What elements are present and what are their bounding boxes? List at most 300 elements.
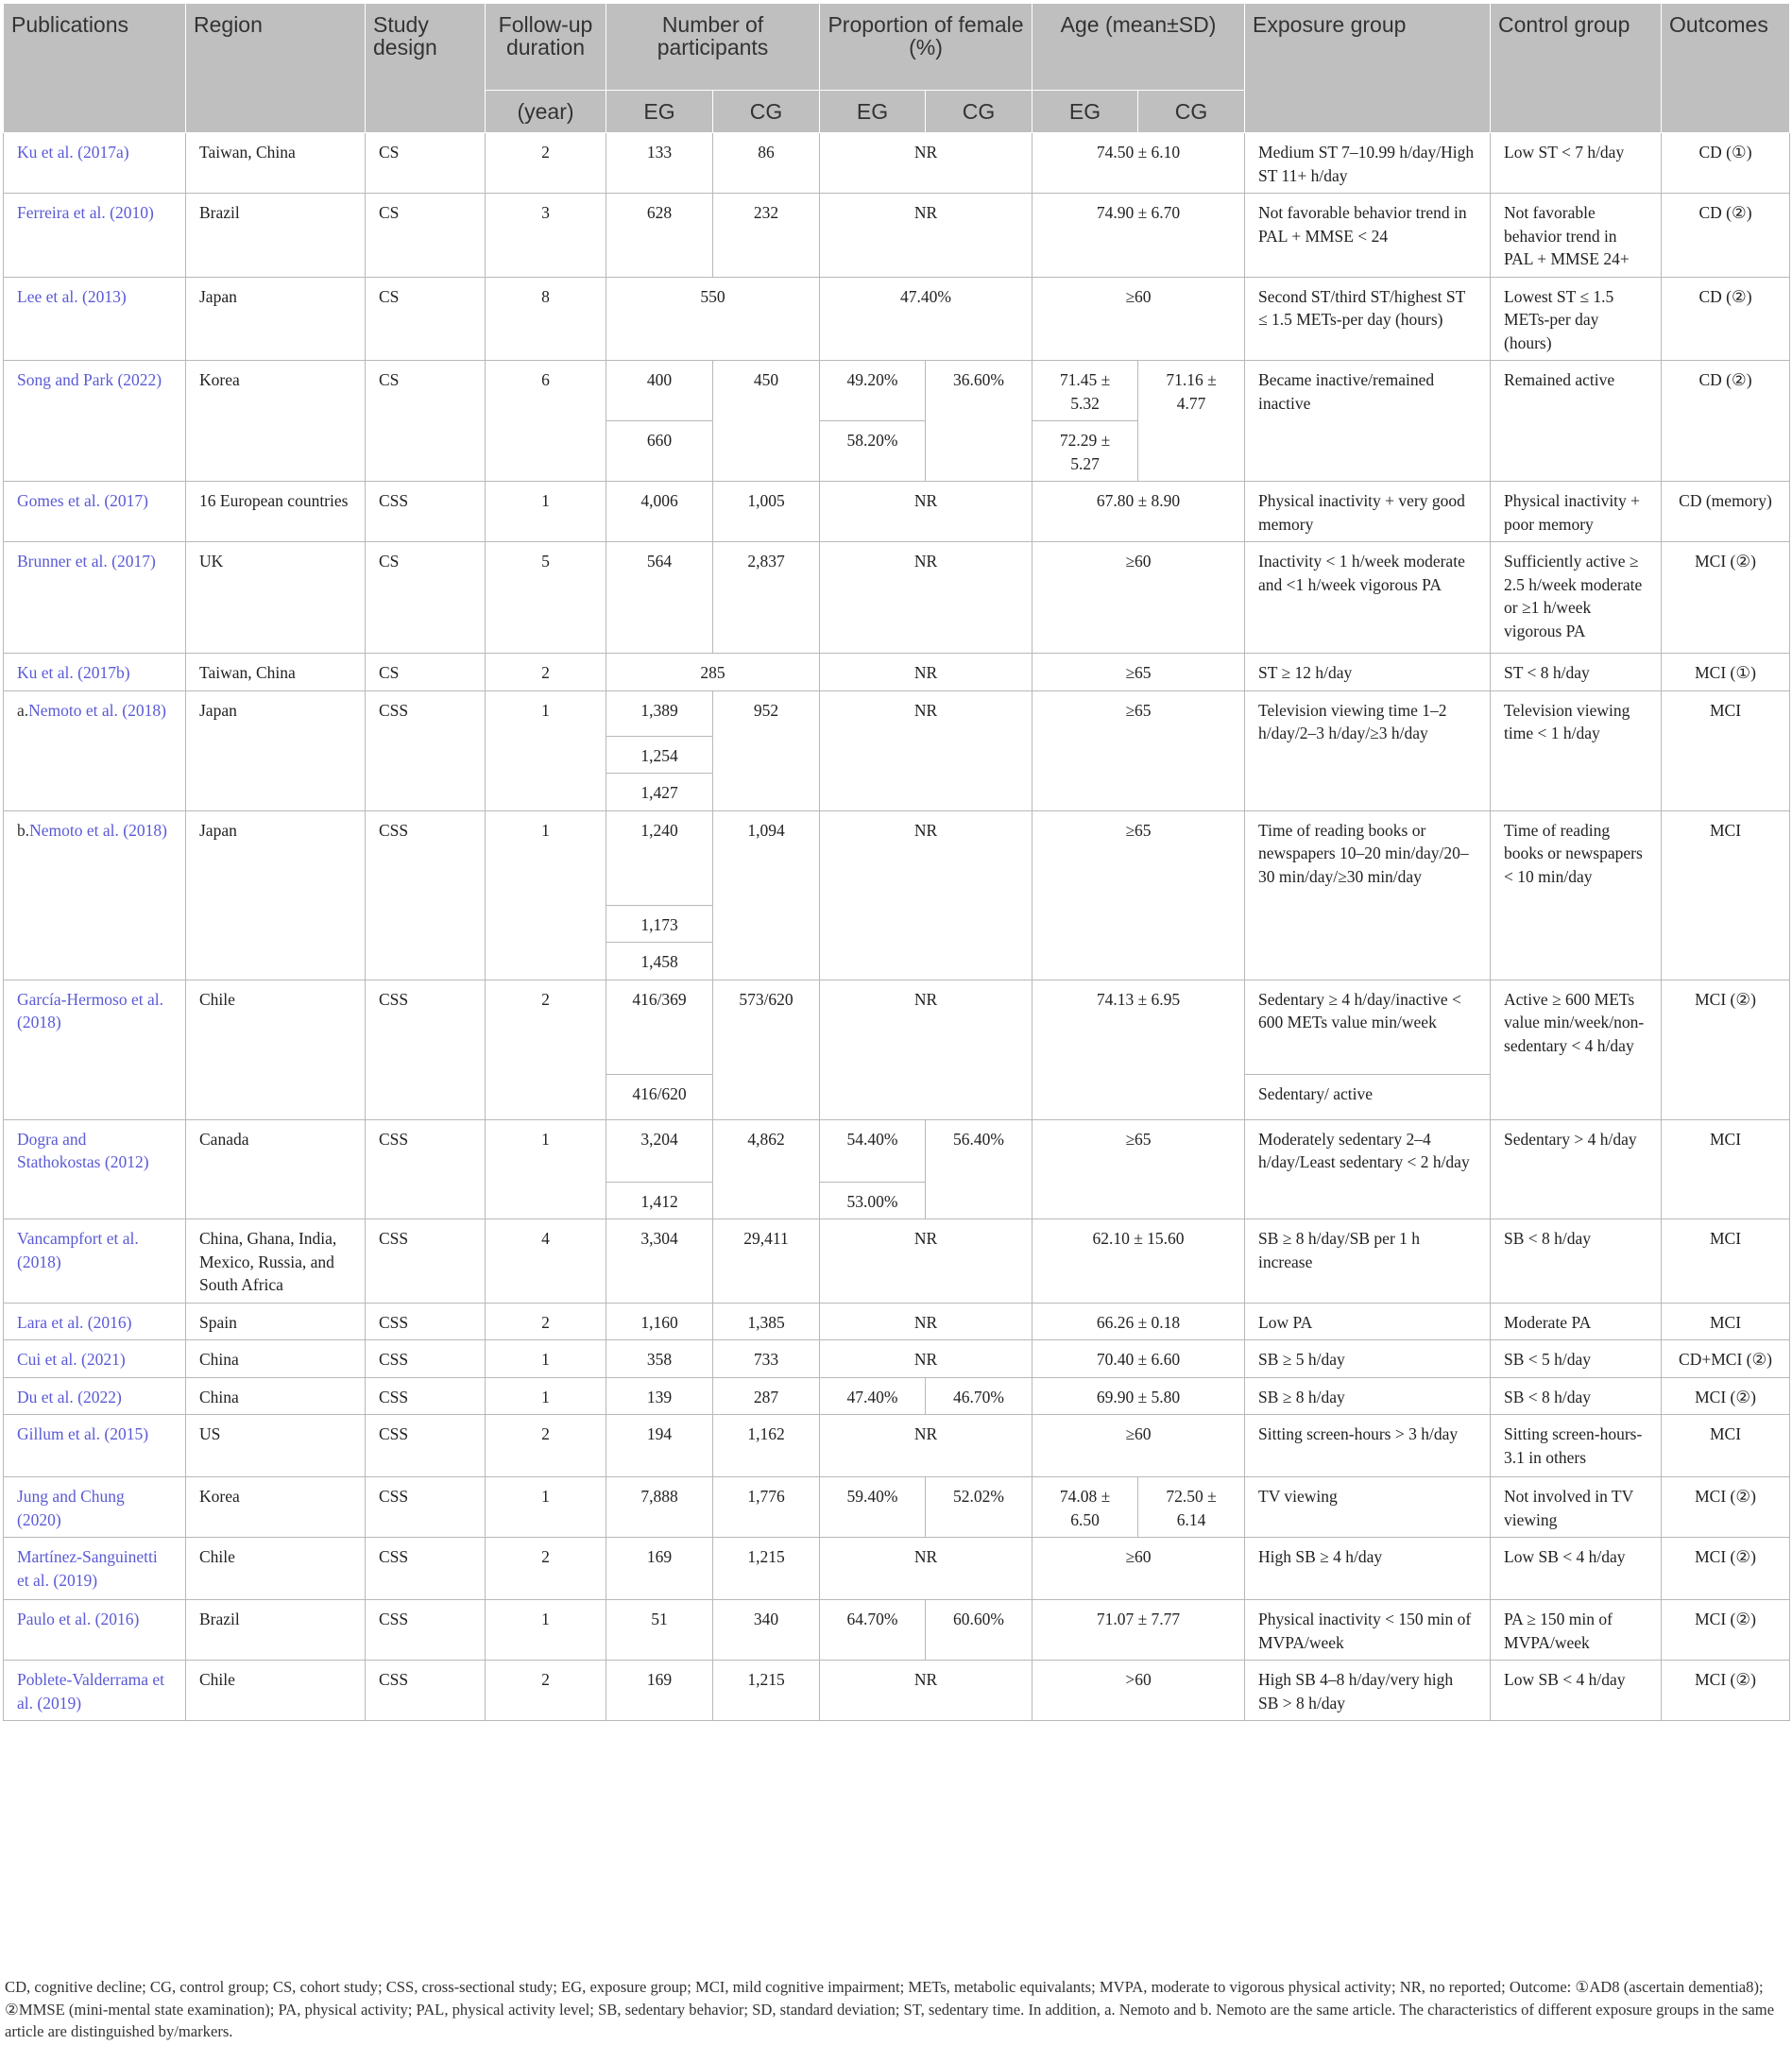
study-design-cell: CSS — [366, 1303, 486, 1340]
female-combined-cell: NR — [820, 1538, 1033, 1600]
header-study-design: Study design — [366, 4, 486, 133]
study-design-cell: CSS — [366, 1661, 486, 1721]
publication-author: Nemoto et al. ( — [28, 700, 128, 720]
participants-cg-cell: 1,215 — [713, 1661, 820, 1721]
female-eg-cell: 53.00% — [820, 1182, 926, 1219]
participants-eg-cell: 628 — [606, 194, 713, 278]
outcome-cell: CD (②) — [1662, 277, 1790, 361]
publication-cell — [4, 690, 186, 810]
female-cg-cell: 56.40% — [926, 1119, 1033, 1219]
exposure-cell: Medium ST 7–10.99 h/day/High ST 11+ h/day — [1245, 133, 1491, 194]
publication-year-link[interactable]: 2018 — [22, 1252, 56, 1271]
publication-close-paren: ) — [92, 1570, 98, 1590]
publication-close-paren: ) — [133, 1610, 140, 1628]
region-cell: Brazil — [186, 194, 366, 278]
age-eg-cell: 74.08 ± 6.50 — [1033, 1477, 1138, 1538]
publication-cell — [4, 1303, 186, 1340]
female-eg-cell: 64.70% — [820, 1600, 926, 1661]
participants-eg-cell: 4,006 — [606, 482, 713, 542]
header-age-cg: CG — [1138, 91, 1245, 133]
publication-cell — [4, 1661, 186, 1721]
follow-up-cell: 1 — [486, 482, 606, 542]
age-combined-cell: 74.50 ± 6.10 — [1033, 133, 1245, 194]
female-combined-cell: NR — [820, 1303, 1033, 1340]
control-cell: SB < 8 h/day — [1491, 1219, 1662, 1304]
publication-close-paren: ) — [161, 700, 166, 720]
region-cell: US — [186, 1415, 366, 1477]
table-row — [4, 194, 1790, 278]
header-exposure: Exposure group — [1245, 4, 1491, 133]
participants-cg-cell: 287 — [713, 1377, 820, 1415]
table-footnote: CD, cognitive decline; CG, control group; CS, cohort study; CSS, cross-sectional study; EG, exposure group; MCI, mild cognitive impairment; METs, metabolic equivalants; MVPA, moderate to vigorous physical activity; NR, no reported; Outcome: ①AD8 (ascertain dementia8); ②MMSE (mini-mental state examination); PA, physical activity; PAL, physical activity level; SB, sedentary behavior; SD, standard deviation; ST, sedentary time. In addition, a. Nemoto and b. Nemoto are the same article. The characteristics of different exposure groups in the same article are distinguished by/markers. — [5, 1978, 1775, 2041]
participants-cg-cell: 340 — [713, 1600, 820, 1661]
study-design-cell: CSS — [366, 1340, 486, 1378]
publication-close-paren: ) — [143, 1424, 149, 1443]
outcome-cell: CD (①) — [1662, 133, 1790, 194]
publication-author: García-Hermoso et al. ( — [17, 989, 163, 1031]
participants-eg-cell: 564 — [606, 542, 713, 654]
publication-cell — [4, 482, 186, 542]
participants-cg-cell: 232 — [713, 194, 820, 278]
participants-eg-cell: 1,427 — [606, 774, 713, 811]
female-combined-cell: NR — [820, 542, 1033, 654]
table-row — [4, 654, 1790, 691]
control-cell: Television viewing time < 1 h/day — [1491, 690, 1662, 810]
age-eg-cell: 71.45 ± 5.32 — [1033, 361, 1138, 421]
study-design-cell: CS — [366, 277, 486, 361]
publication-year-link[interactable]: 2018 — [128, 820, 162, 840]
female-combined-cell: NR — [820, 1219, 1033, 1304]
female-eg-cell: 58.20% — [820, 421, 926, 482]
control-cell: Low ST < 7 h/day — [1491, 133, 1662, 194]
exposure-cell: High SB ≥ 4 h/day — [1245, 1538, 1491, 1600]
follow-up-cell: 3 — [486, 194, 606, 278]
exposure-cell: SB ≥ 5 h/day — [1245, 1340, 1491, 1378]
region-cell: Japan — [186, 277, 366, 361]
female-cg-cell: 46.70% — [926, 1377, 1033, 1415]
study-design-cell: CS — [366, 361, 486, 482]
exposure-cell: SB ≥ 8 h/day — [1245, 1377, 1491, 1415]
table-body — [4, 133, 1790, 1721]
publication-year-link[interactable]: 2018 — [128, 700, 162, 720]
table-row — [4, 1477, 1790, 1538]
exposure-cell: Physical inactivity < 150 min of MVPA/week — [1245, 1600, 1491, 1661]
publication-close-paren: ) — [115, 1387, 122, 1406]
age-cg-cell: 71.16 ± 4.77 — [1138, 361, 1245, 482]
publication-close-paren: ) — [147, 203, 154, 222]
participants-eg-cell: 1,458 — [606, 943, 713, 980]
header-female-cg: CG — [926, 91, 1033, 133]
female-combined-cell: NR — [820, 810, 1033, 980]
age-combined-cell: ≥60 — [1033, 1538, 1245, 1600]
publication-author: Ferreira et al. ( — [17, 203, 115, 222]
publication-author: Jung and Chung ( — [17, 1487, 125, 1529]
exposure-cell: Not favorable behavior trend in PAL + MMSE < 24 — [1245, 194, 1491, 278]
follow-up-cell: 1 — [486, 690, 606, 810]
publication-close-paren: ) — [55, 1252, 61, 1271]
participants-eg-cell: 3,204 — [606, 1119, 713, 1182]
control-cell: Physical inactivity + poor memory — [1491, 482, 1662, 542]
female-combined-cell: NR — [820, 1415, 1033, 1477]
follow-up-cell: 2 — [486, 1303, 606, 1340]
publication-cell — [4, 1340, 186, 1378]
participants-eg-cell: 1,412 — [606, 1182, 713, 1219]
follow-up-cell: 2 — [486, 654, 606, 691]
publication-year-link[interactable]: 2017 — [116, 552, 150, 571]
publication-year-link[interactable]: 2013 — [87, 286, 121, 306]
outcome-cell: MCI — [1662, 1119, 1790, 1219]
outcome-cell: MCI (①) — [1662, 654, 1790, 691]
participants-eg-cell: 358 — [606, 1340, 713, 1378]
participants-eg-cell: 133 — [606, 133, 713, 194]
control-cell: Not involved in TV viewing — [1491, 1477, 1662, 1538]
follow-up-cell: 1 — [486, 1600, 606, 1661]
exposure-cell: Sedentary ≥ 4 h/day/inactive < 600 METs value min/week — [1245, 980, 1491, 1074]
female-cg-cell: 52.02% — [926, 1477, 1033, 1538]
publication-cell — [4, 361, 186, 482]
study-design-cell: CSS — [366, 1377, 486, 1415]
publication-cell — [4, 1477, 186, 1538]
publication-author: Brunner et al. ( — [17, 552, 117, 571]
publication-year-link[interactable]: 2012 — [110, 1152, 144, 1171]
control-cell: Low SB < 4 h/day — [1491, 1661, 1662, 1721]
publication-prefix: b. — [17, 820, 30, 840]
outcome-cell: MCI (②) — [1662, 542, 1790, 654]
age-combined-cell: ≥65 — [1033, 690, 1245, 810]
region-cell: UK — [186, 542, 366, 654]
follow-up-cell: 1 — [486, 1477, 606, 1538]
age-combined-cell: 71.07 ± 7.77 — [1033, 1600, 1245, 1661]
outcome-cell: CD+MCI (②) — [1662, 1340, 1790, 1378]
study-design-cell: CS — [366, 654, 486, 691]
header-participants: Number of participants — [606, 4, 820, 91]
publication-cell — [4, 194, 186, 278]
table-row — [4, 482, 1790, 542]
participants-eg-cell: 1,160 — [606, 1303, 713, 1340]
female-combined-cell: NR — [820, 1661, 1033, 1721]
region-cell: Taiwan, China — [186, 654, 366, 691]
study-design-cell: CSS — [366, 690, 486, 810]
female-combined-cell: NR — [820, 980, 1033, 1119]
participants-cg-cell: 4,862 — [713, 1119, 820, 1219]
publication-year-link[interactable]: 2017a — [82, 143, 124, 162]
table-row — [4, 1661, 1790, 1721]
control-cell: Active ≥ 600 METs value min/week/non-sedentary < 4 h/day — [1491, 980, 1662, 1119]
follow-up-cell: 5 — [486, 542, 606, 654]
table-row — [4, 980, 1790, 1074]
participants-eg-cell: 400 — [606, 361, 713, 421]
exposure-cell: Physical inactivity + very good memory — [1245, 482, 1491, 542]
header-female-eg: EG — [820, 91, 926, 133]
control-cell: Lowest ST ≤ 1.5 METs-per day (hours) — [1491, 277, 1662, 361]
header-age: Age (mean±SD) — [1033, 4, 1245, 91]
publication-year-link[interactable]: 2022 — [123, 370, 157, 389]
female-combined-cell: NR — [820, 1340, 1033, 1378]
study-design-cell: CS — [366, 542, 486, 654]
follow-up-cell: 1 — [486, 1119, 606, 1219]
publication-year-link[interactable]: 2015 — [110, 1424, 144, 1443]
participants-cg-cell: 1,094 — [713, 810, 820, 980]
outcome-cell: MCI (②) — [1662, 1661, 1790, 1721]
outcome-cell: MCI (②) — [1662, 980, 1790, 1119]
region-cell: China — [186, 1377, 366, 1415]
participants-combined-cell: 550 — [606, 277, 820, 361]
control-cell: Not favorable behavior trend in PAL + MMSE 24+ — [1491, 194, 1662, 278]
publication-year-link[interactable]: 2020 — [22, 1509, 56, 1529]
publication-author: Lara et al. ( — [17, 1312, 94, 1332]
participants-eg-cell: 1,173 — [606, 905, 713, 943]
publication-year-link[interactable]: 2017 — [110, 491, 144, 510]
study-design-cell: CSS — [366, 1219, 486, 1304]
female-combined-cell: NR — [820, 194, 1033, 278]
table-row — [4, 1119, 1790, 1182]
publication-author: Poblete-Valderrama et al. ( — [17, 1670, 164, 1713]
publication-cell — [4, 1415, 186, 1477]
publication-author: Gomes et al. ( — [17, 491, 111, 510]
region-cell: Chile — [186, 1661, 366, 1721]
exposure-cell: ST ≥ 12 h/day — [1245, 654, 1491, 691]
publication-close-paren: ) — [55, 1013, 61, 1031]
age-combined-cell: 74.90 ± 6.70 — [1033, 194, 1245, 278]
study-design-cell: CSS — [366, 1415, 486, 1477]
follow-up-cell: 2 — [486, 133, 606, 194]
control-cell: SB < 8 h/day — [1491, 1377, 1662, 1415]
publication-year-link[interactable]: 2018 — [22, 1013, 56, 1031]
publication-year-link[interactable]: 2019 — [59, 1570, 93, 1590]
table-row — [4, 1377, 1790, 1415]
control-cell: Sedentary > 4 h/day — [1491, 1119, 1662, 1219]
header-publications: Publications — [4, 4, 186, 133]
participants-cg-cell: 952 — [713, 690, 820, 810]
participants-eg-cell: 1,254 — [606, 736, 713, 774]
table-row — [4, 1415, 1790, 1477]
control-cell: Time of reading books or newspapers < 10 min/day — [1491, 810, 1662, 980]
region-cell: Japan — [186, 810, 366, 980]
outcome-cell: MCI — [1662, 1219, 1790, 1304]
table-row — [4, 277, 1790, 361]
female-eg-cell: 47.40% — [820, 1377, 926, 1415]
publication-close-paren: ) — [143, 1152, 149, 1171]
exposure-cell: High SB 4–8 h/day/very high SB > 8 h/day — [1245, 1661, 1491, 1721]
region-cell: Chile — [186, 980, 366, 1119]
publication-close-paren: ) — [126, 1312, 132, 1332]
follow-up-cell: 1 — [486, 810, 606, 980]
header-participants-cg: CG — [713, 91, 820, 133]
publication-author: Song and Park ( — [17, 370, 124, 389]
outcome-cell: MCI — [1662, 810, 1790, 980]
publication-cell — [4, 133, 186, 194]
table-row — [4, 133, 1790, 194]
publication-author: Ku et al. ( — [17, 663, 83, 682]
control-cell: SB < 5 h/day — [1491, 1340, 1662, 1378]
table-row — [4, 1600, 1790, 1661]
region-cell: 16 European countries — [186, 482, 366, 542]
female-combined-cell: NR — [820, 690, 1033, 810]
outcome-cell: MCI — [1662, 1415, 1790, 1477]
participants-eg-cell: 660 — [606, 421, 713, 482]
exposure-cell: Sitting screen-hours > 3 h/day — [1245, 1415, 1491, 1477]
publication-close-paren: ) — [55, 1509, 61, 1529]
publication-year-link[interactable]: 2019 — [43, 1693, 77, 1713]
female-cg-cell: 60.60% — [926, 1600, 1033, 1661]
publication-cell — [4, 1219, 186, 1304]
header-outcomes: Outcomes — [1662, 4, 1790, 133]
exposure-cell: Moderately sedentary 2–4 h/day/Least sedentary < 2 h/day — [1245, 1119, 1491, 1219]
study-design-cell: CSS — [366, 1538, 486, 1600]
exposure-cell: Time of reading books or newspapers 10–20 min/day/20–30 min/day/≥30 min/day — [1245, 810, 1491, 980]
region-cell: Korea — [186, 1477, 366, 1538]
region-cell: China — [186, 1340, 366, 1378]
publication-cell — [4, 810, 186, 980]
publication-close-paren: ) — [120, 286, 127, 306]
header-female: Proportion of female (%) — [820, 4, 1033, 91]
female-combined-cell: NR — [820, 482, 1033, 542]
publication-year-link[interactable]: 2016 — [93, 1312, 127, 1332]
publication-author: Martínez-Sanguinetti et al. ( — [17, 1547, 158, 1590]
follow-up-cell: 2 — [486, 980, 606, 1119]
publication-close-paren: ) — [143, 491, 148, 510]
publication-close-paren: ) — [162, 820, 167, 840]
region-cell: Korea — [186, 361, 366, 482]
age-combined-cell: 70.40 ± 6.60 — [1033, 1340, 1245, 1378]
header-participants-eg: EG — [606, 91, 713, 133]
age-combined-cell: 69.90 ± 5.80 — [1033, 1377, 1245, 1415]
outcome-cell: CD (②) — [1662, 361, 1790, 482]
participants-cg-cell: 1,385 — [713, 1303, 820, 1340]
study-design-cell: CSS — [366, 1119, 486, 1219]
exposure-cell: Became inactive/remained inactive — [1245, 361, 1491, 482]
female-combined-cell: 47.40% — [820, 277, 1033, 361]
female-combined-cell: NR — [820, 654, 1033, 691]
participants-eg-cell: 1,389 — [606, 690, 713, 736]
follow-up-cell: 2 — [486, 1415, 606, 1477]
participants-eg-cell: 3,304 — [606, 1219, 713, 1304]
publication-author: Cui et al. ( — [17, 1350, 87, 1369]
control-cell: PA ≥ 150 min of MVPA/week — [1491, 1600, 1662, 1661]
outcome-cell: MCI — [1662, 1303, 1790, 1340]
publication-author: Lee et al. ( — [17, 286, 88, 306]
age-combined-cell: ≥60 — [1033, 542, 1245, 654]
publication-cell — [4, 654, 186, 691]
header-follow-up-unit: (year) — [486, 91, 606, 133]
study-design-cell: CSS — [366, 1600, 486, 1661]
publication-year-link[interactable]: 2016 — [100, 1610, 134, 1628]
table-row — [4, 1340, 1790, 1378]
outcome-cell: CD (memory) — [1662, 482, 1790, 542]
participants-eg-cell: 7,888 — [606, 1477, 713, 1538]
publication-cell — [4, 980, 186, 1119]
study-design-cell: CS — [366, 133, 486, 194]
outcome-cell: MCI (②) — [1662, 1377, 1790, 1415]
publication-author: Paulo et al. ( — [17, 1610, 101, 1628]
publication-close-paren: ) — [119, 1350, 126, 1369]
study-design-cell: CSS — [366, 980, 486, 1119]
table-row — [4, 810, 1790, 905]
outcome-cell: MCI (②) — [1662, 1477, 1790, 1538]
participants-eg-cell: 1,240 — [606, 810, 713, 905]
publication-cell — [4, 1600, 186, 1661]
age-combined-cell: ≥65 — [1033, 1119, 1245, 1219]
region-cell: Brazil — [186, 1600, 366, 1661]
table-row — [4, 1303, 1790, 1340]
study-design-cell: CSS — [366, 1477, 486, 1538]
female-eg-cell: 54.40% — [820, 1119, 926, 1182]
participants-eg-cell: 169 — [606, 1661, 713, 1721]
publication-author: Du et al. ( — [17, 1387, 83, 1406]
female-eg-cell: 49.20% — [820, 361, 926, 421]
publication-cell — [4, 1377, 186, 1415]
participants-combined-cell: 285 — [606, 654, 820, 691]
participants-eg-cell: 139 — [606, 1377, 713, 1415]
study-design-cell: CS — [366, 194, 486, 278]
publication-year-link[interactable]: 2010 — [114, 203, 148, 222]
control-cell: Low SB < 4 h/day — [1491, 1538, 1662, 1600]
publication-year-link[interactable]: 2021 — [86, 1350, 120, 1369]
participants-eg-cell: 416/369 — [606, 980, 713, 1074]
follow-up-cell: 4 — [486, 1219, 606, 1304]
study-characteristics-table — [3, 3, 1790, 1721]
region-cell: Taiwan, China — [186, 133, 366, 194]
participants-cg-cell: 450 — [713, 361, 820, 482]
age-combined-cell: 74.13 ± 6.95 — [1033, 980, 1245, 1119]
follow-up-cell: 1 — [486, 1340, 606, 1378]
header-follow-up: Follow-up duration — [486, 4, 606, 91]
participants-cg-cell: 1,776 — [713, 1477, 820, 1538]
age-combined-cell: ≥65 — [1033, 654, 1245, 691]
publication-close-paren: ) — [149, 552, 156, 571]
exposure-cell: SB ≥ 8 h/day/SB per 1 h increase — [1245, 1219, 1491, 1304]
age-cg-cell: 72.50 ± 6.14 — [1138, 1477, 1245, 1538]
region-cell: Spain — [186, 1303, 366, 1340]
follow-up-cell: 2 — [486, 1661, 606, 1721]
header-age-eg: EG — [1033, 91, 1138, 133]
publication-cell — [4, 277, 186, 361]
participants-cg-cell: 1,215 — [713, 1538, 820, 1600]
exposure-cell: Television viewing time 1–2 h/day/2–3 h/day/≥3 h/day — [1245, 690, 1491, 810]
follow-up-cell: 1 — [486, 1377, 606, 1415]
publication-cell — [4, 542, 186, 654]
publication-close-paren: ) — [123, 143, 129, 162]
control-cell: Remained active — [1491, 361, 1662, 482]
region-cell: China, Ghana, India, Mexico, Russia, and South Africa — [186, 1219, 366, 1304]
outcome-cell: MCI (②) — [1662, 1538, 1790, 1600]
participants-cg-cell: 1,005 — [713, 482, 820, 542]
follow-up-cell: 2 — [486, 1538, 606, 1600]
publication-author: Nemoto et al. ( — [29, 820, 129, 840]
age-combined-cell: 66.26 ± 0.18 — [1033, 1303, 1245, 1340]
exposure-cell: Low PA — [1245, 1303, 1491, 1340]
publication-author: Gillum et al. ( — [17, 1424, 111, 1443]
publication-close-paren: ) — [124, 663, 130, 682]
publication-year-link[interactable]: 2022 — [82, 1387, 116, 1406]
age-combined-cell: 62.10 ± 15.60 — [1033, 1219, 1245, 1304]
table-row — [4, 1219, 1790, 1304]
publication-year-link[interactable]: 2017b — [82, 663, 125, 682]
table-row — [4, 361, 1790, 421]
table-row — [4, 542, 1790, 654]
region-cell: Chile — [186, 1538, 366, 1600]
age-eg-cell: 72.29 ± 5.27 — [1033, 421, 1138, 482]
publication-author: Dogra and Stathokostas ( — [17, 1129, 111, 1171]
outcome-cell: MCI — [1662, 690, 1790, 810]
female-eg-cell: 59.40% — [820, 1477, 926, 1538]
participants-cg-cell: 733 — [713, 1340, 820, 1378]
control-cell: Sufficiently active ≥ 2.5 h/week moderate or ≥1 h/week vigorous PA — [1491, 542, 1662, 654]
publication-author: Vancampfort et al. ( — [17, 1229, 139, 1271]
study-design-cell: CSS — [366, 810, 486, 980]
control-cell: ST < 8 h/day — [1491, 654, 1662, 691]
age-combined-cell: ≥65 — [1033, 810, 1245, 980]
